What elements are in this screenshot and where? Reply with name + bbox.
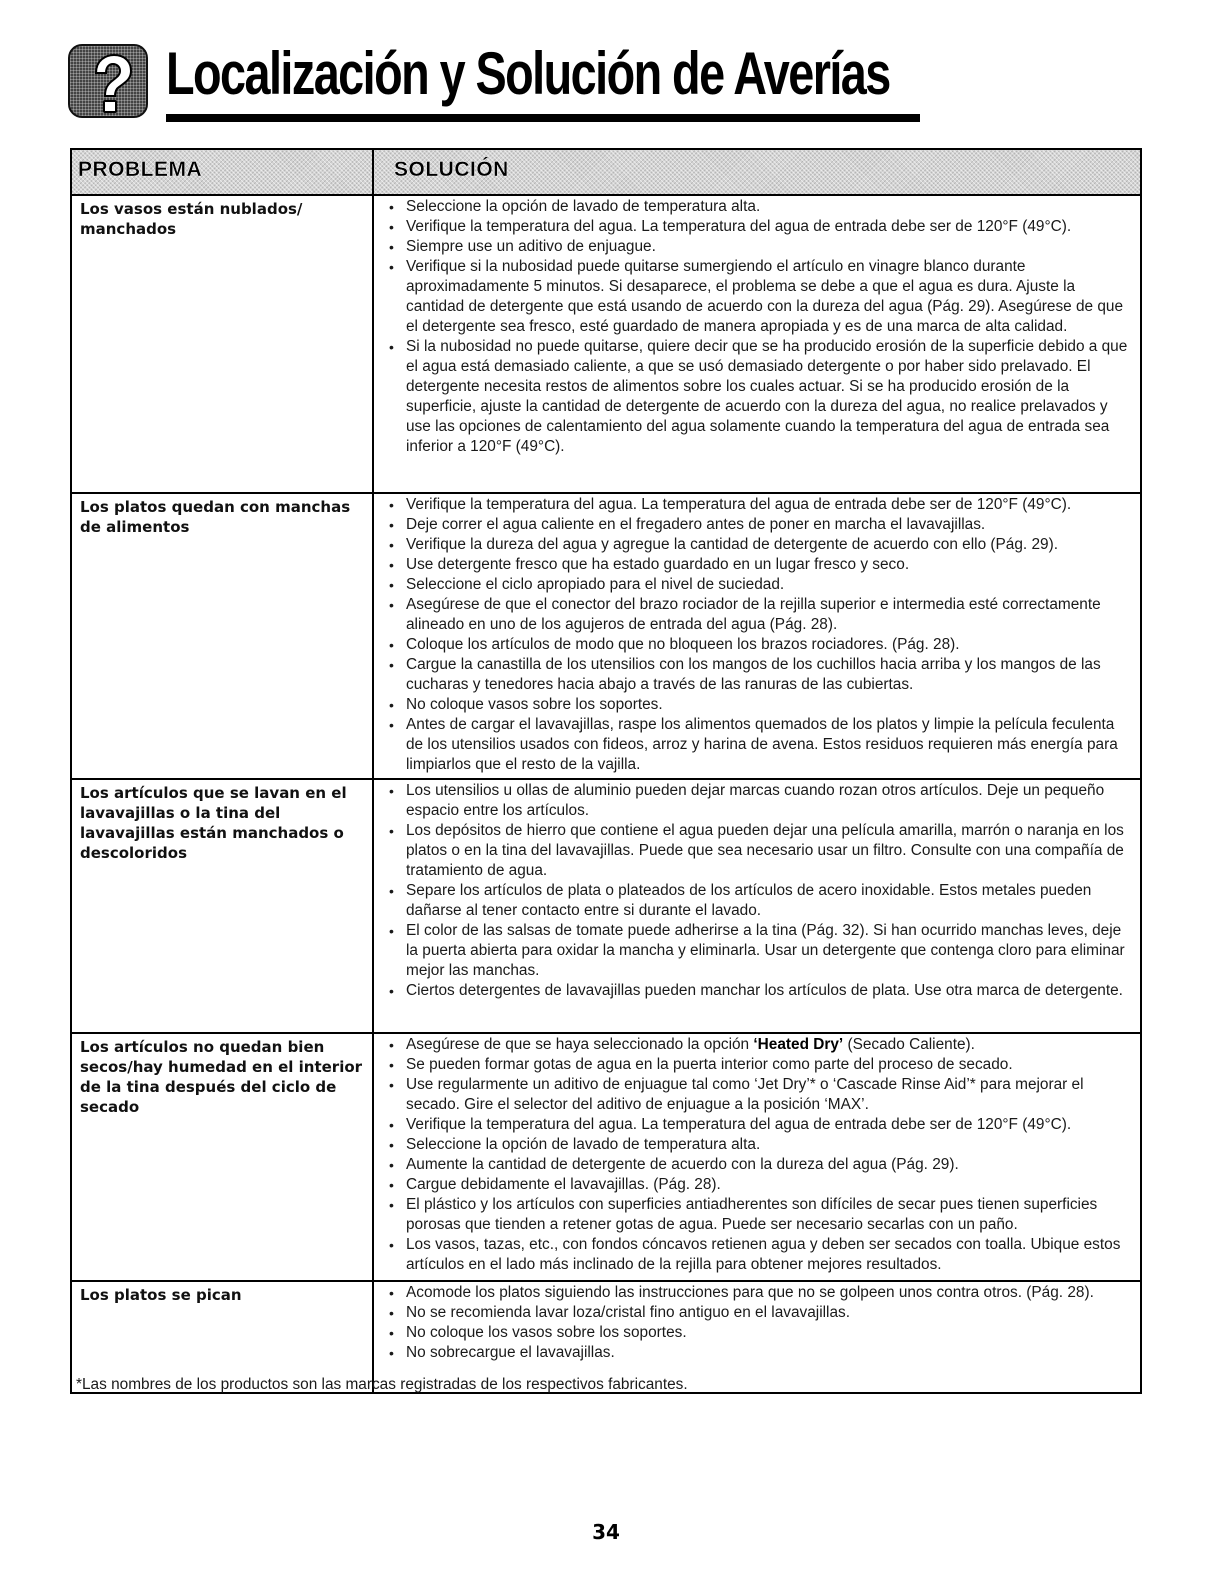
solution-cell — [374, 196, 1140, 492]
column-header-solucion: SOLUCIÓN — [394, 158, 509, 181]
solution-cell — [374, 1034, 1140, 1280]
solution-item: • No se recomienda lavar loza/cristal fino antiguo en el lavavajillas. — [389, 1304, 850, 1321]
page-title: Localización y Solución de Averías — [166, 40, 890, 107]
solution-item: • Cargue debidamente el lavavajillas. (Pág. 28). — [389, 1176, 721, 1193]
solution-item: • Verifique la temperatura del agua. La temperatura del agua de entrada debe ser de 120°F (49°C). — [389, 1116, 1072, 1133]
heated-dry-option: ‘Heated Dry’ — [753, 1036, 844, 1053]
footnote: *Las nombres de los productos son las marcas registradas de los respectivos fabricantes. — [76, 1376, 688, 1393]
solution-item: • El color de las salsas de tomate puede adherirse a la tina (Pág. 32). Si han ocurrido manchas leves, deje la puerta abierta para oxidar la mancha y eliminarla. Usar un detergente que contenga cloro para eliminar mejor las manchas. — [389, 922, 1125, 979]
problem-cell: Los platos se pican — [72, 1282, 374, 1392]
solution-item: • El plástico y los artículos con superficies antiadherentes son difíciles de secar pues tienen superficies porosas que tienden a retener gotas de agua. Puede ser necesario secarlas con un paño. — [389, 1196, 1098, 1233]
solution-item: • Separe los artículos de plata o plateados de los artículos de acero inoxidable. Estos metales pueden dañarse al tener contacto entre si durante el lavado. — [389, 882, 1092, 919]
solution-item: • Siempre use un aditivo de enjuague. — [389, 238, 656, 255]
solution-item: • Asegúrese de que se haya seleccionado la opción ‘Heated Dry’ (Secado Caliente). — [389, 1036, 975, 1053]
solution-item: • No coloque vasos sobre los soportes. — [389, 696, 663, 713]
solution-item: • Use detergente fresco que ha estado guardado en un lugar fresco y seco. — [389, 556, 910, 573]
page-number: 34 — [592, 1520, 620, 1544]
solution-item: • Se pueden formar gotas de agua en la puerta interior como parte del proceso de secado. — [389, 1056, 1013, 1073]
solution-item: • Verifique la dureza del agua y agregue la cantidad de detergente de acuerdo con ello (Pág. 29). — [389, 536, 1058, 553]
solution-cell — [374, 780, 1140, 1032]
table-row — [72, 778, 1140, 1032]
problem-cell: Los platos quedan con manchas de alimentos — [72, 494, 374, 778]
solution-item: • Deje correr el agua caliente en el fregadero antes de poner en marcha el lavavajillas. — [389, 516, 986, 533]
column-header-problema: PROBLEMA — [72, 150, 374, 194]
solution-item: • Verifique la temperatura del agua. La temperatura del agua de entrada debe ser de 120°F (49°C). — [389, 218, 1072, 235]
question-mark-icon — [68, 44, 148, 118]
solution-item: • Verifique si la nubosidad puede quitarse sumergiendo el artículo en vinagre blanco durante aproximadamente 5 minutos. Si desaparece, el problema se debe a que el agua es dura. Ajuste la cantidad de detergente que está usando de acuerdo con la dureza del agua (Pág. 29). Asegúrese de que el detergente sea fresco, esté guardado de manera apropiada y es de una marca de alta calidad. — [389, 258, 1124, 335]
table-row — [72, 492, 1140, 778]
solution-item: • Ciertos detergentes de lavavajillas pueden manchar los artículos de plata. Use otra marca de detergente. — [389, 982, 1123, 999]
problem-cell: Los artículos no quedan bien secos/hay humedad en el interior de la tina después del ciclo de secado — [72, 1034, 374, 1280]
solution-item: • Si la nubosidad no puede quitarse, quiere decir que se ha producido erosión de la superficie debido a que el agua está demasiado caliente, a que se usó demasiado detergente o por haber sido prelavado. El detergente necesita restos de alimentos sobre los cuales actuar. Si se ha producido erosión de la superficie, ajuste la cantidad de detergente de acuerdo con la dureza del agua, no realice prelavados y use las opciones de calentamiento del agua solamente cuando la temperatura del agua de entrada sea inferior a 120°F (49°C). — [389, 338, 1128, 455]
solution-item: • Cargue la canastilla de los utensilios con los mangos de los cuchillos hacia arriba y los mangos de las cucharas y tenedores hacia abajo a través de las ranuras de las cubiertas. — [389, 656, 1101, 693]
table-header — [72, 150, 1140, 196]
solution-item: • Los utensilios u ollas de aluminio pueden dejar marcas cuando rozan otros artículos. Deje un pequeño espacio entre los artículos. — [389, 782, 1105, 819]
solution-item: • Los depósitos de hierro que contiene el agua pueden dejar una película amarilla, marrón o naranja en los platos o en la tina del lavavajillas. Puede que sea necesario usar un filtro. Consulte con una compañía de tratamiento de agua. — [389, 822, 1124, 879]
solution-item: • Seleccione la opción de lavado de temperatura alta. — [389, 1136, 761, 1153]
solution-item: • Asegúrese de que el conector del brazo rociador de la rejilla superior e intermedia esté correctamente alineado en uno de los agujeros de entrada del agua (Pág. 28). — [389, 596, 1101, 633]
solution-cell — [374, 494, 1140, 778]
page-header — [68, 40, 920, 124]
title-underline — [166, 114, 920, 122]
problem-cell: Los vasos están nublados/ manchados — [72, 196, 374, 492]
solution-item: • Antes de cargar el lavavajillas, raspe los alimentos quemados de los platos y limpie la película feculenta de los utensilios usados con fideos, arroz y harina de avena. Estos residuos requieren más energía para limpiarlos que el resto de la vajilla. — [389, 716, 1118, 773]
solution-item: • Use regularmente un aditivo de enjuague tal como ‘Jet Dry’* o ‘Cascade Rinse Aid’* para mejorar el secado. Gire el selector del aditivo de enjuague a la posición ‘MAX’. — [389, 1076, 1084, 1113]
solution-item: • Coloque los artículos de modo que no bloqueen los brazos rociadores. (Pág. 28). — [389, 636, 960, 653]
solution-item: • No coloque los vasos sobre los soportes. — [389, 1324, 687, 1341]
solution-item: • Verifique la temperatura del agua. La temperatura del agua de entrada debe ser de 120°F (49°C). — [389, 496, 1072, 513]
solution-item: • Seleccione la opción de lavado de temperatura alta. — [389, 198, 761, 215]
table-row — [72, 1032, 1140, 1280]
solution-item: • Los vasos, tazas, etc., con fondos cóncavos retienen agua y deben ser secados con toalla. Ubique estos artículos en el lado más inclinado de la rejilla para obtener mejores resultados. — [389, 1236, 1121, 1273]
problem-cell: Los artículos que se lavan en el lavavajillas o la tina del lavavajillas están manchados o descoloridos — [72, 780, 374, 1032]
solution-item: • Aumente la cantidad de detergente de acuerdo con la dureza del agua (Pág. 29). — [389, 1156, 959, 1173]
solution-item: • No sobrecargue el lavavajillas. — [389, 1344, 615, 1361]
solution-item: • Acomode los platos siguiendo las instrucciones para que no se golpeen unos contra otros. (Pág. 28). — [389, 1284, 1094, 1301]
solution-item: • Seleccione el ciclo apropiado para el nivel de suciedad. — [389, 576, 785, 593]
troubleshooting-table — [70, 148, 1142, 1394]
table-row — [72, 196, 1140, 492]
